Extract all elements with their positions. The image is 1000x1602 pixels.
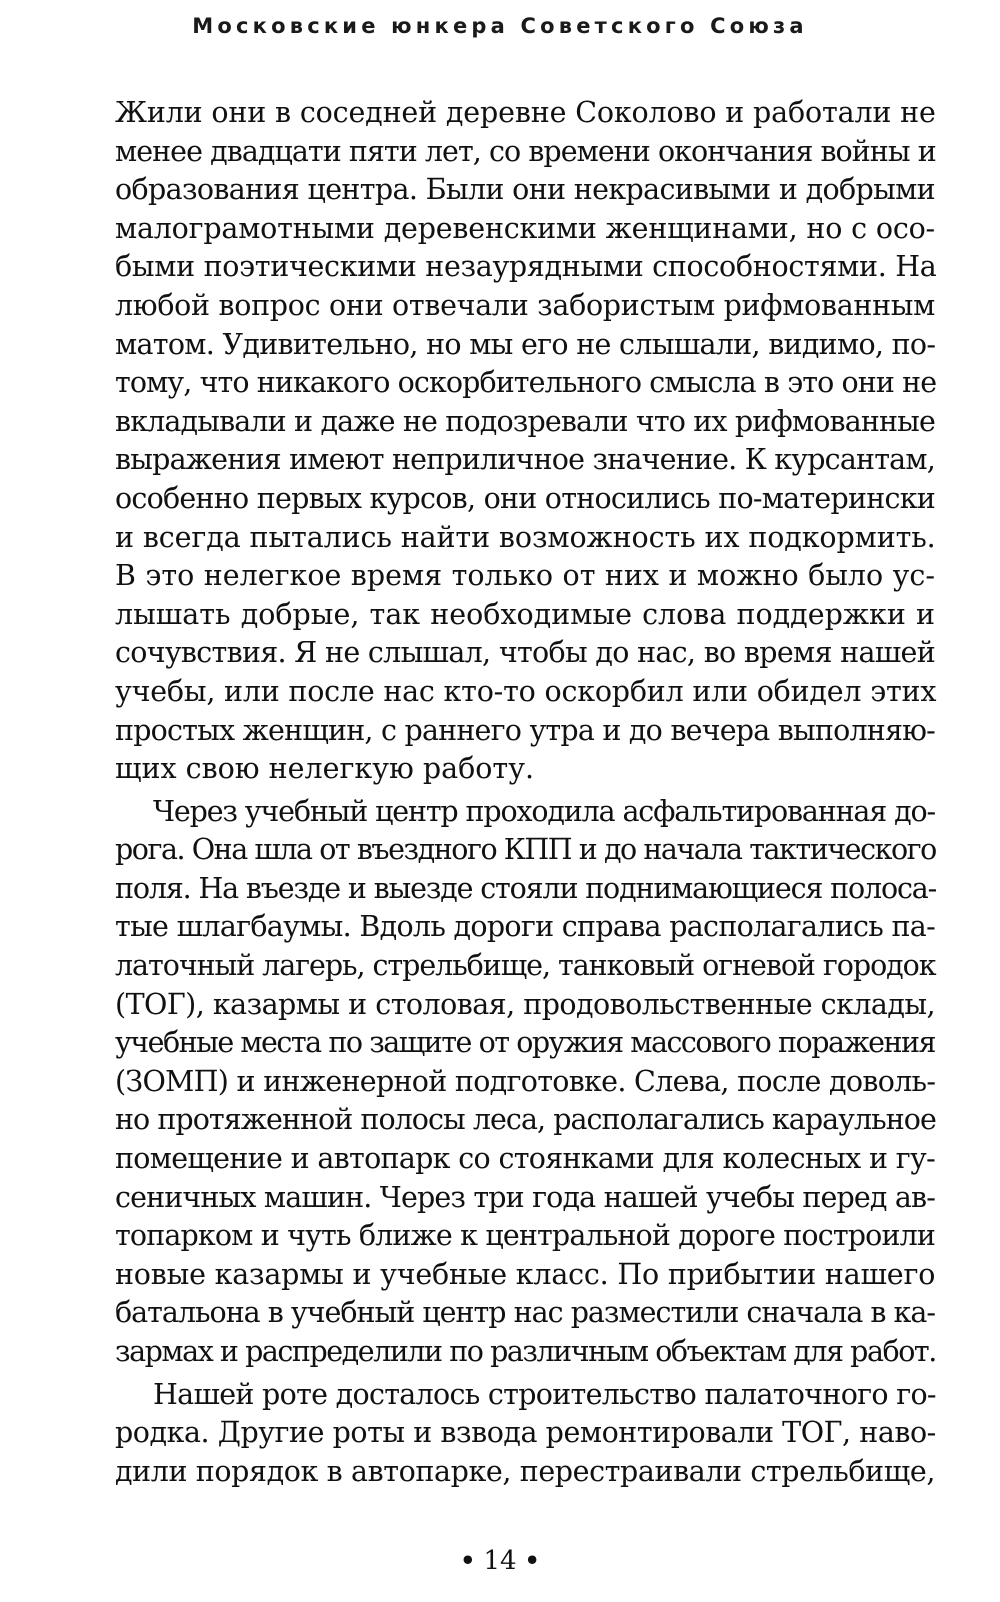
text-line: быми поэтическими незаурядными способностями. На xyxy=(115,250,937,284)
text-line: Нашей роте досталось строительство палаточного го- xyxy=(153,1377,936,1411)
text-line: рога. Она шла от въездного КПП и до начала тактического xyxy=(115,833,936,867)
text-line: щих свою нелегкую работу. xyxy=(115,752,535,786)
text-line: латочный лагерь, стрельбище, танковый огневой городок xyxy=(115,949,936,983)
text-line: дили порядок в автопарке, перестраивали стрельбище, xyxy=(115,1454,935,1488)
text-line: менее двадцати пяти лет, со времени окончания войны и xyxy=(115,134,936,168)
text-line: тые шлагбаумы. Вдоль дороги справа располагались па- xyxy=(115,910,935,944)
text-line: простых женщин, с раннего утра и до вечера выполняю- xyxy=(115,713,935,747)
text-line: сочувствия. Я не слышал, чтобы до нас, во время нашей xyxy=(115,636,935,670)
text-line: сеничных машин. Через три года нашей учебы перед ав- xyxy=(115,1180,935,1214)
text-line: лышать добрые, так необходимые слова поддержки и xyxy=(115,597,935,631)
text-line: учебы, или после нас кто-то оскорбил или обидел этих xyxy=(115,674,937,708)
text-line: особенно первых курсов, они относились по-матерински xyxy=(115,481,936,515)
text-line: (ЗОМП) и инженерной подготовке. Слева, после доволь- xyxy=(115,1064,936,1098)
text-line: поля. На въезде и выезде стояли поднимающиеся полоса- xyxy=(115,871,937,905)
text-line: учебные места по защите от оружия массового поражения xyxy=(115,1026,935,1060)
text-line: любой вопрос они отвечали забористым рифмованным xyxy=(115,288,936,322)
text-line: новые казармы и учебные класс. По прибытии нашего xyxy=(115,1257,936,1291)
text-line: батальона в учебный центр нас разместили сначала в ка- xyxy=(115,1296,935,1330)
text-line: топарком и чуть ближе к центральной дороге построили xyxy=(115,1219,935,1253)
text-line: тому, что никакого оскорбительного смысла в это они не xyxy=(115,366,937,400)
paragraph-1 xyxy=(115,94,935,789)
text-line: матом. Удивительно, но мы его не слышали, видимо, по- xyxy=(115,327,936,361)
text-line: (ТОГ), казармы и столовая, продовольственные склады, xyxy=(115,987,935,1021)
text-line: родка. Другие роты и взвода ремонтировали ТОГ, наво- xyxy=(115,1416,936,1450)
running-head: Московские юнкера Советского Союза xyxy=(192,14,808,38)
text-line: малограмотными деревенскими женщинами, но с осо- xyxy=(115,211,935,245)
text-line: Жили они в соседней деревне Соколово и работали не xyxy=(115,96,936,129)
text-line: образования центра. Были они некрасивыми и добрыми xyxy=(115,173,935,207)
text-line: вкладывали и даже не подозревали что их рифмованные xyxy=(115,404,935,438)
text-line: помещение и автопарк со стоянками для колесных и гу- xyxy=(115,1142,935,1176)
text-line: выражения имеют неприличное значение. К курсантам, xyxy=(115,443,935,477)
page-number xyxy=(0,1546,1000,1576)
bullet-left: • xyxy=(460,1546,476,1575)
paragraph-2 xyxy=(115,793,935,1372)
text-line: В это нелегкое время только от них и можно было ус- xyxy=(115,559,935,593)
text-line: и всегда пытались найти возможность их подкормить. xyxy=(115,520,936,554)
text-line: но протяженной полосы леса, располагались караульное xyxy=(115,1103,936,1137)
page-number-value: 14 xyxy=(483,1546,517,1576)
paragraph-3 xyxy=(115,1376,935,1492)
body-text xyxy=(115,94,935,1491)
text-line: Через учебный центр проходила асфальтированная до- xyxy=(153,794,935,828)
bullet-right: • xyxy=(524,1546,540,1575)
text-line: зармах и распределили по различным объектам для работ. xyxy=(115,1335,936,1368)
